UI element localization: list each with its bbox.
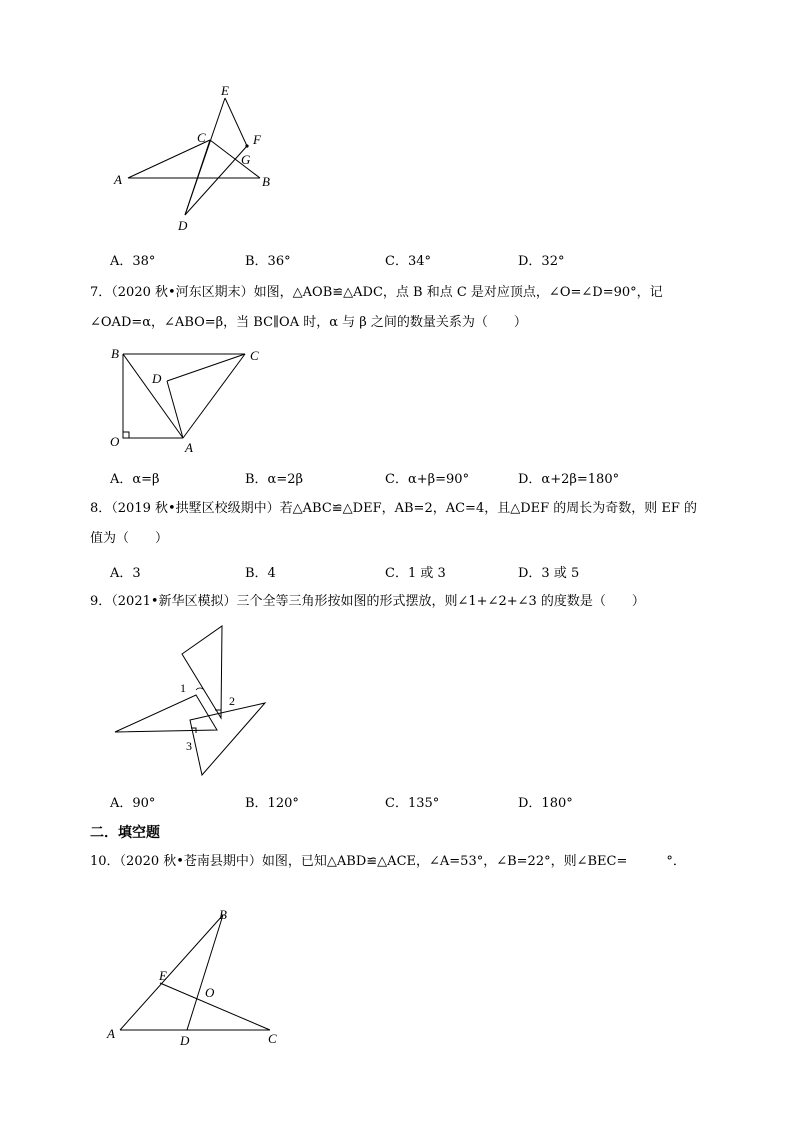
q6-option-d[interactable]: D．32° [518,254,565,269]
label-b: B [111,346,119,361]
q7-option-b[interactable]: B．α=2β [245,472,304,487]
segment-da [167,381,183,438]
label-e: E [159,968,167,983]
label-c: C [268,1031,277,1046]
q7-option-c[interactable]: C．α+β=90° [385,472,470,487]
segment-df [185,146,247,215]
label-angle-3: 3 [186,739,192,753]
label-angle-1: 1 [180,681,186,695]
segment-ec [160,983,270,1030]
q7-figure [105,340,275,460]
q7-option-a[interactable]: A．α=β [110,472,160,487]
segment-ef [225,98,247,146]
q7-option-d[interactable]: D．α+2β=180° [518,472,620,487]
point-f [245,144,248,147]
q8-text: 8．（2019 秋•拱墅区校级期中）若△ABC≌△DEF，AB=2，AC=4，且△DEF 的周长为奇数，则 EF 的值为（ ） [90,501,698,546]
label-o: O [110,434,120,449]
label-g: G [241,152,251,167]
segment-bd [187,915,223,1030]
label-f: F [253,132,261,147]
label-d: D [180,1033,190,1048]
q9-option-b[interactable]: B．120° [245,796,299,811]
triangle-left [115,695,217,732]
q6-option-b[interactable]: B．36° [245,254,291,269]
q10-figure [105,905,295,1055]
q6-figure [110,80,290,240]
label-c: C [250,348,259,363]
q8-option-b[interactable]: B．4 [245,566,276,581]
q6-option-c[interactable]: C．34° [385,254,431,269]
label-e: E [221,83,229,98]
segment-ab [123,354,183,438]
segment-ab [120,915,223,1030]
q9-option-d[interactable]: D．180° [518,796,573,811]
label-angle-2: 2 [229,694,235,708]
q6-option-a[interactable]: A．38° [110,254,156,269]
q9-text: 9．（2021•新华区模拟）三个全等三角形按如图的形式摆放，则∠1+∠2+∠3 的度数是（ ） [90,594,645,609]
q9-option-c[interactable]: C．135° [385,796,440,811]
label-a: A [107,1026,115,1041]
q8-option-d[interactable]: D．3 或 5 [518,566,580,581]
segment-ca [183,354,245,438]
segment-cd [167,354,245,381]
q9-figure [110,620,280,785]
label-o: O [205,985,215,1000]
q8-option-c[interactable]: C．1 或 3 [385,566,446,581]
q7-text: 7．（2020 秋•河东区期末）如图，△AOB≌△ADC，点 B 和点 C 是对应顶点，∠O=∠D=90°，记∠OAD=α，∠ABO=β，当 BC∥OA 时，α 与 β 之间的数量关系为（ ） [90,285,663,330]
label-a: A [185,440,193,455]
section-title: 二．填空题 [90,825,160,841]
q10-text: 10．（2020 秋•苍南县期中）如图，已知△ABD≌△ACE，∠A=53°，∠B=22°，则∠BEC= °． [90,854,686,869]
label-a: A [114,172,122,187]
right-angle-mark-o [123,432,129,438]
label-d: D [152,371,162,386]
label-b: B [262,174,270,189]
label-b: B [219,907,227,922]
label-c: C [197,130,206,145]
label-d: D [178,218,188,233]
triangle-right [190,703,265,775]
segment-ac [128,140,210,178]
q9-option-a[interactable]: A．90° [110,796,156,811]
q8-option-a[interactable]: A．3 [110,566,141,581]
